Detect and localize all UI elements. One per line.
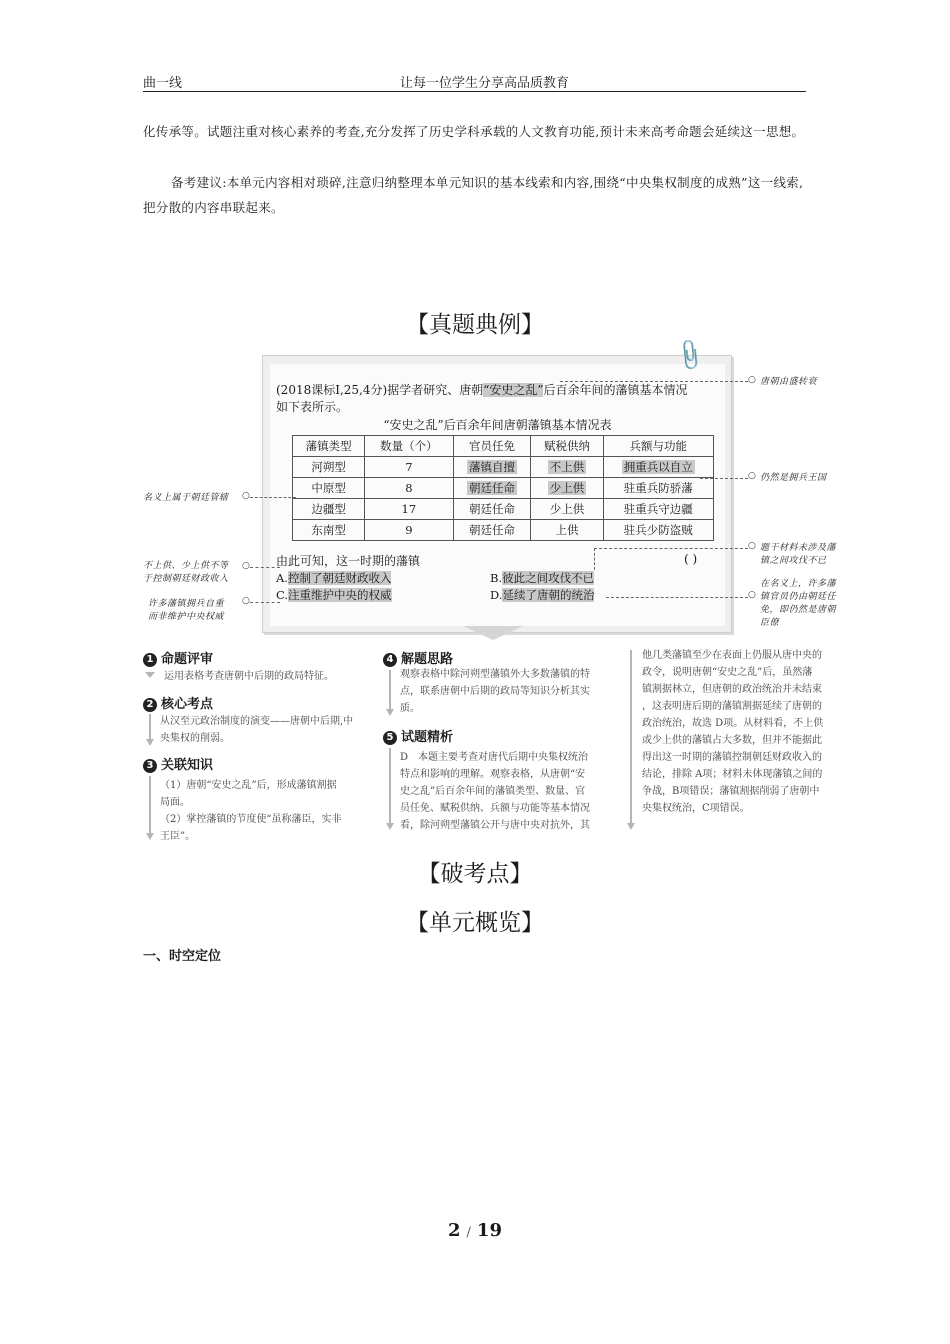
arrow-head-icon bbox=[146, 739, 154, 746]
text-line: 看，除河朔型藩镇公开与唐中央对抗外，其 bbox=[400, 820, 590, 831]
text-line: 点，联系唐朝中后期的政局等知识分析其实 bbox=[400, 686, 590, 697]
option-c-text: 注重维护中央的权威 bbox=[288, 588, 392, 602]
note-left-2-line: 不上供、少上供不等 bbox=[143, 561, 229, 571]
note-left-3-line: 而非维护中央权威 bbox=[148, 612, 225, 622]
analysis-text-4 bbox=[400, 666, 590, 717]
question-tail: 后百余年间的藩镇基本情况 bbox=[543, 383, 688, 397]
note-right-4-line: 镇官员仍由朝廷任 bbox=[760, 592, 837, 602]
analysis-heading-text: 核心考点 bbox=[161, 697, 214, 712]
note-right-3-line: 镇之间攻伐不已 bbox=[760, 556, 827, 566]
note-connector bbox=[606, 597, 748, 598]
table-cell: 中原型 bbox=[293, 478, 365, 499]
section-title-zhenti: 【真题典例】 bbox=[406, 312, 544, 338]
note-dot-icon: ○ bbox=[748, 590, 756, 600]
table-cell: 上供 bbox=[531, 520, 603, 541]
note-left-1: 名义上属于朝廷管辖 bbox=[143, 493, 229, 503]
option-d-text: 延续了唐朝的统治 bbox=[502, 588, 595, 602]
note-dot-icon: ○ bbox=[242, 561, 250, 571]
analysis-text-2 bbox=[160, 713, 353, 747]
analysis-text-1: 运用表格考查唐朝中后期的政局特征。 bbox=[164, 671, 334, 682]
analysis-heading-2 bbox=[143, 693, 213, 712]
number-badge-icon: 2 bbox=[143, 698, 157, 712]
number-badge-icon: 1 bbox=[143, 653, 157, 667]
analysis-text-continued bbox=[642, 647, 823, 817]
question-source: (2018课标Ⅰ,25,4分) bbox=[276, 383, 388, 397]
table-cell: 驻兵少防盗贼 bbox=[603, 520, 713, 541]
text-line: 质。 bbox=[400, 703, 420, 714]
option-b bbox=[490, 570, 594, 586]
text-line: 央集权的削弱。 bbox=[160, 733, 230, 744]
table-cell: 17 bbox=[365, 499, 453, 520]
table-cell: 少上供 bbox=[531, 499, 603, 520]
header-divider bbox=[143, 91, 806, 92]
arrow-head-icon bbox=[386, 823, 394, 830]
intro-paragraph-2: 备考建议:本单元内容相对琐碎,注意归纳整理本单元知识的基本线索和内容,围绕“中央集权制度的成熟”这一线索,把分散的内容串联起来。 bbox=[143, 175, 804, 215]
page-number bbox=[0, 1220, 950, 1241]
analysis-heading-text: 命题评审 bbox=[161, 652, 214, 667]
table-row bbox=[293, 520, 714, 541]
text-line: 从汉至元政治制度的演变——唐朝中后期,中 bbox=[160, 716, 354, 727]
note-connector bbox=[560, 381, 748, 382]
question-stem: 由此可知，这一时期的藩镇 bbox=[276, 554, 421, 568]
note-connector bbox=[250, 497, 296, 498]
note-dot-icon: ○ bbox=[242, 491, 250, 501]
question-lead: 据学者研究、唐朝 bbox=[387, 383, 484, 397]
note-connector bbox=[250, 602, 280, 603]
arrow-down-icon bbox=[389, 670, 391, 710]
note-left-3 bbox=[148, 598, 224, 624]
text-line: 镇割据林立，但唐朝的政治统治并未结束 bbox=[642, 684, 822, 695]
note-left-2 bbox=[143, 560, 229, 586]
option-a-text: 控制了朝廷财政收入 bbox=[287, 571, 392, 585]
arrow-head-icon bbox=[146, 833, 154, 840]
header-left: 曲一线 bbox=[143, 76, 183, 91]
table-cell-highlight: 朝廷任命 bbox=[469, 481, 515, 495]
table-title: “安史之乱”后百余年间唐朝藩镇基本情况表 bbox=[383, 418, 612, 432]
table-cell: 9 bbox=[365, 520, 453, 541]
section-title-danyuan: 【单元概览】 bbox=[406, 910, 544, 936]
text-line: D 本题主要考查对唐代后期中央集权统治 bbox=[400, 752, 589, 763]
section-title-pokaodian: 【破考点】 bbox=[417, 861, 533, 887]
question-intro bbox=[276, 382, 721, 416]
analysis-heading-text: 关联知识 bbox=[161, 758, 214, 773]
option-a bbox=[276, 570, 391, 586]
note-right-3 bbox=[760, 542, 836, 568]
analysis-heading-1 bbox=[143, 648, 213, 667]
option-a-label: A. bbox=[276, 571, 288, 585]
table-header-cell: 赋税供纳 bbox=[531, 436, 603, 457]
table-cell: 东南型 bbox=[293, 520, 365, 541]
arrow-head-icon bbox=[386, 709, 394, 716]
table-header-cell: 官员任免 bbox=[453, 436, 531, 457]
table-cell bbox=[531, 478, 603, 499]
table-header-cell: 数量（个） bbox=[365, 436, 453, 457]
note-right-1: 唐朝由盛转衰 bbox=[760, 377, 818, 387]
note-left-3-line: 许多藩镇拥兵自重 bbox=[148, 599, 225, 609]
option-b-label: B. bbox=[490, 571, 503, 585]
table-cell: 7 bbox=[365, 457, 453, 478]
note-right-4-line: 免，即仍然是唐朝 bbox=[760, 605, 837, 615]
arrow-down-icon bbox=[149, 714, 151, 740]
page-separator: / bbox=[466, 1225, 471, 1240]
arrow-head-icon bbox=[627, 823, 635, 830]
table-cell: 河朔型 bbox=[293, 457, 365, 478]
text-line: 得出这一时期的藩镇控制朝廷财政收入的 bbox=[642, 752, 822, 763]
note-right-4 bbox=[760, 578, 836, 630]
text-line: 观察表格中除河朔型藩镇外大多数藩镇的特 bbox=[400, 669, 590, 680]
table-cell bbox=[453, 478, 531, 499]
table-cell bbox=[603, 457, 713, 478]
option-d-label: D. bbox=[490, 588, 503, 602]
arrow-down-icon bbox=[149, 776, 151, 834]
table-header-cell: 兵额与功能 bbox=[603, 436, 713, 457]
down-triangle-icon bbox=[463, 626, 523, 640]
text-line: 他几类藩镇至少在表面上仍服从唐中央的 bbox=[642, 650, 822, 661]
question-keyword: “安史之乱” bbox=[483, 383, 544, 397]
option-c bbox=[276, 587, 392, 603]
text-line: （2）掌控藩镇的节度使“虽称藩臣，实非 bbox=[160, 814, 342, 825]
question-line2: 如下表所示。 bbox=[276, 400, 349, 414]
note-dot-icon: ○ bbox=[748, 471, 756, 481]
note-right-4-line: 臣僚 bbox=[760, 618, 780, 628]
header-title: 让每一位学生分享高品质教育 bbox=[400, 76, 570, 91]
analysis-heading-text: 解题思路 bbox=[401, 652, 454, 667]
number-badge-icon: 5 bbox=[383, 731, 397, 745]
number-badge-icon: 4 bbox=[383, 653, 397, 667]
note-dot-icon: ○ bbox=[242, 596, 250, 606]
text-line: 王臣”。 bbox=[160, 831, 196, 842]
table-cell bbox=[531, 457, 603, 478]
text-line: ，这表明唐后期的藩镇割据延续了唐朝的 bbox=[642, 701, 822, 712]
table-cell-highlight: 少上供 bbox=[549, 481, 585, 495]
arrow-down-icon bbox=[145, 672, 155, 678]
option-d bbox=[490, 587, 594, 603]
analysis-text-3 bbox=[160, 777, 341, 845]
note-right-2: 仍然是拥兵王国 bbox=[760, 473, 827, 483]
table-cell-highlight: 不上供 bbox=[549, 460, 585, 474]
note-connector bbox=[250, 567, 280, 568]
note-connector bbox=[700, 478, 748, 479]
note-right-3-line: 题干材料未涉及藩 bbox=[760, 543, 837, 553]
intro-paragraph-1: 化传承等。试题注重对核心素养的考查,充分发挥了历史学科承载的人文教育功能,预计未来高考命题会延续这一思想。 bbox=[143, 124, 805, 139]
text-line: 员任免、赋税供纳、兵额与功能等基本情况 bbox=[400, 803, 590, 814]
table-cell: 8 bbox=[365, 478, 453, 499]
analysis-heading-4 bbox=[383, 648, 453, 667]
note-dot-icon: ○ bbox=[748, 375, 756, 385]
text-line: 争战，B项错误；藩镇割据削弱了唐朝中 bbox=[642, 786, 820, 797]
analysis-heading-5 bbox=[383, 726, 453, 745]
table-row bbox=[293, 478, 714, 499]
table-header-cell: 藩镇类型 bbox=[293, 436, 365, 457]
table-row bbox=[293, 457, 714, 478]
analysis-text-5 bbox=[400, 749, 590, 834]
analysis-heading-3 bbox=[143, 754, 213, 773]
arrow-down-icon bbox=[389, 748, 391, 824]
unit-heading-1: 一、时空定位 bbox=[143, 949, 222, 964]
table-cell: 驻重兵防骄藩 bbox=[603, 478, 713, 499]
page-total: 19 bbox=[476, 1220, 502, 1241]
analysis-heading-text: 试题精析 bbox=[401, 730, 454, 745]
text-line: 央集权统治，C项错误。 bbox=[642, 803, 750, 814]
note-right-4-line: 在名义上，许多藩 bbox=[760, 579, 837, 589]
option-c-label: C. bbox=[276, 588, 289, 602]
table-cell-highlight: 拥重兵以自立 bbox=[623, 460, 693, 474]
text-line: 史之乱”后百余年间的藩镇类型、数量、官 bbox=[400, 786, 586, 797]
option-b-text: 彼此之间攻伐不已 bbox=[502, 571, 595, 585]
text-line: 特点和影响的理解。观察表格，从唐朝“安 bbox=[400, 769, 586, 780]
table-cell: 朝廷任命 bbox=[453, 499, 531, 520]
fanzhen-table bbox=[292, 435, 714, 541]
table-cell: 朝廷任命 bbox=[453, 520, 531, 541]
table-cell: 驻重兵守边疆 bbox=[603, 499, 713, 520]
page-current: 2 bbox=[448, 1220, 461, 1241]
number-badge-icon: 3 bbox=[143, 759, 157, 773]
paperclip-icon: 📎 bbox=[671, 337, 709, 374]
text-line: 政治统治，故选 D项。从材料看，不上供 bbox=[642, 718, 824, 729]
table-cell-highlight: 藩镇自擅 bbox=[469, 460, 515, 474]
text-line: （1）唐朝“安史之乱”后，形成藩镇割据 bbox=[160, 780, 337, 791]
table-header-row bbox=[293, 436, 714, 457]
note-dot-icon: ○ bbox=[748, 541, 756, 551]
text-line: 或少上供的藩镇占大多数，但并不能据此 bbox=[642, 735, 822, 746]
text-line: 局面。 bbox=[160, 797, 190, 808]
table-row bbox=[293, 499, 714, 520]
note-connector bbox=[594, 548, 595, 570]
arrow-down-icon bbox=[630, 650, 632, 824]
text-line: 结论，排除 A项；材料未体现藩镇之间的 bbox=[642, 769, 823, 780]
note-left-2-line: 于控制朝廷财政收入 bbox=[143, 574, 229, 584]
note-connector bbox=[594, 548, 748, 549]
text-line: 政令，说明唐朝“安史之乱”后，虽然藩 bbox=[642, 667, 813, 678]
answer-blank: ( ) bbox=[684, 552, 698, 566]
table-cell bbox=[453, 457, 531, 478]
table-cell: 边疆型 bbox=[293, 499, 365, 520]
